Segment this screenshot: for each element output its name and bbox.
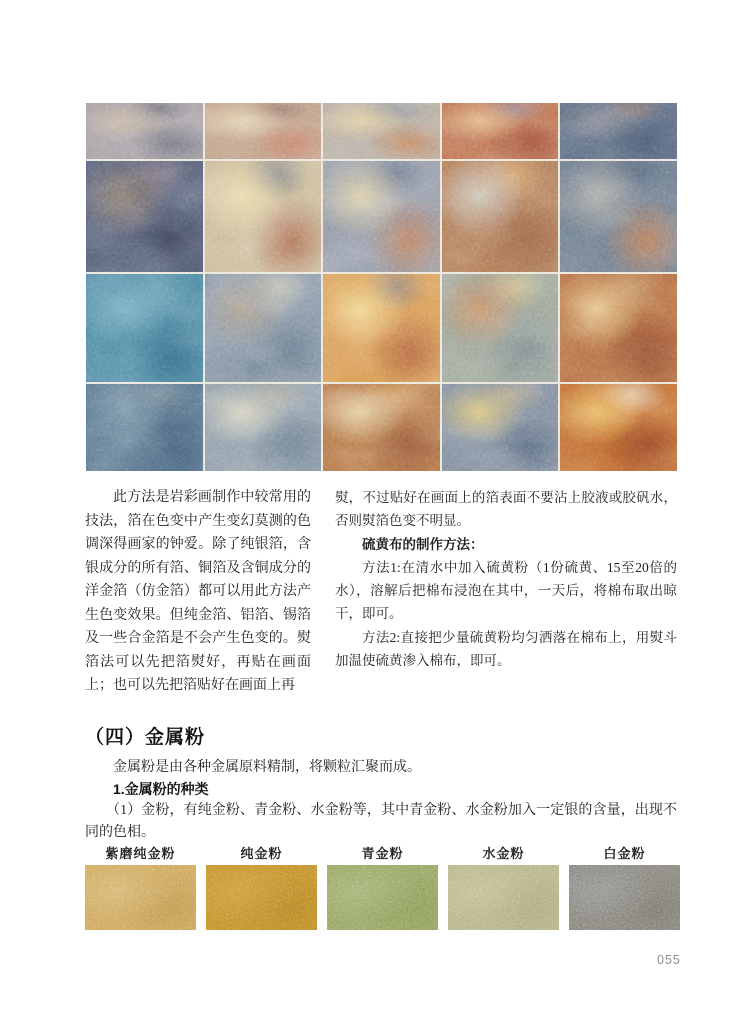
foil-tile bbox=[323, 103, 440, 159]
foil-tile bbox=[323, 161, 440, 272]
swatch-label: 青金粉 bbox=[361, 846, 404, 861]
foil-photo-tiles bbox=[86, 103, 677, 471]
foil-tile bbox=[86, 274, 203, 382]
foil-tile bbox=[86, 103, 203, 159]
swatch-color-box bbox=[206, 865, 317, 930]
foil-tile bbox=[205, 274, 322, 382]
swatch-label: 紫磨纯金粉 bbox=[105, 846, 176, 861]
section-subtitle: 1.金属粉的种类 bbox=[113, 780, 209, 797]
swatch-color-box bbox=[85, 865, 196, 930]
swatch bbox=[327, 844, 438, 930]
foil-tile bbox=[205, 103, 322, 159]
swatch-grain-icon bbox=[569, 865, 680, 930]
foil-tile bbox=[442, 161, 559, 272]
swatch-label: 白金粉 bbox=[603, 846, 646, 861]
swatch-grain-icon bbox=[327, 865, 438, 930]
section-title: （四）金属粉 bbox=[85, 727, 206, 748]
foil-tile bbox=[86, 384, 203, 471]
foil-tile bbox=[205, 384, 322, 471]
swatch bbox=[448, 844, 559, 930]
section-item-1: （1）金粉，有纯金粉、青金粉、水金粉等，其中青金粉、水金粉加入一定银的含量，出现不同的色相。 bbox=[85, 803, 677, 840]
sulfur-cloth-heading: 硫黄布的制作方法： bbox=[362, 536, 484, 552]
foil-tile bbox=[323, 274, 440, 382]
method-2-paragraph: 方法2:直接把少量硫黄粉均匀洒落在棉布上，用熨斗加温使硫黄渗入棉布，即可。 bbox=[335, 629, 677, 669]
foil-tile bbox=[86, 161, 203, 272]
swatch-color-box bbox=[569, 865, 680, 930]
swatch-grain-icon bbox=[448, 865, 559, 930]
foil-tile bbox=[442, 274, 559, 382]
foil-tile bbox=[442, 103, 559, 159]
foil-photo bbox=[86, 103, 677, 471]
page-number: 055 bbox=[657, 953, 681, 967]
right-column-continuation: 熨，不过贴好在画面上的箔表面不要沾上胶液或胶矾水，否则熨箔色变不明显。 bbox=[335, 490, 677, 529]
foil-tile bbox=[205, 161, 322, 272]
section-intro: 金属粉是由各种金属原料精制，将颗粒汇聚而成。 bbox=[113, 760, 421, 775]
method-1-paragraph: 方法1:在清水中加入硫黄粉（1份硫黄、15至20倍的水），溶解后把棉布浸泡在其中，一天后，将棉布取出晾干，即可。 bbox=[335, 559, 677, 622]
metal-powder-section bbox=[85, 726, 677, 843]
swatch-label: 水金粉 bbox=[482, 846, 525, 861]
foil-tile bbox=[560, 384, 677, 471]
swatch-color-box bbox=[327, 865, 438, 930]
swatch bbox=[206, 844, 317, 930]
foil-tile bbox=[560, 274, 677, 382]
body-columns bbox=[85, 486, 677, 698]
swatch bbox=[85, 844, 196, 930]
foil-tile bbox=[442, 384, 559, 471]
foil-tile bbox=[560, 103, 677, 159]
swatch bbox=[569, 844, 680, 930]
swatch-label: 纯金粉 bbox=[240, 846, 283, 861]
metal-powder-swatches bbox=[85, 844, 680, 930]
left-column-paragraph: 此方法是岩彩画制作中较常用的技法，箔在色变中产生变幻莫测的色调深得画家的钟爱。除了纯银箔，含银成分的所有箔、铜箔及含铜成分的洋金箔（仿金箔）都可以用此方法产生色变效果。但纯金箔、铝箔、锡箔及一些合金箔是不会产生色变的。熨箔法可以先把箔熨好，再贴在画面上；也可以先把箔贴好在画面上再 bbox=[85, 490, 311, 693]
foil-tile bbox=[323, 384, 440, 471]
swatch-grain-icon bbox=[206, 865, 317, 930]
swatch-grain-icon bbox=[85, 865, 196, 930]
swatch-color-box bbox=[448, 865, 559, 930]
foil-tile bbox=[560, 161, 677, 272]
right-column bbox=[335, 486, 677, 698]
